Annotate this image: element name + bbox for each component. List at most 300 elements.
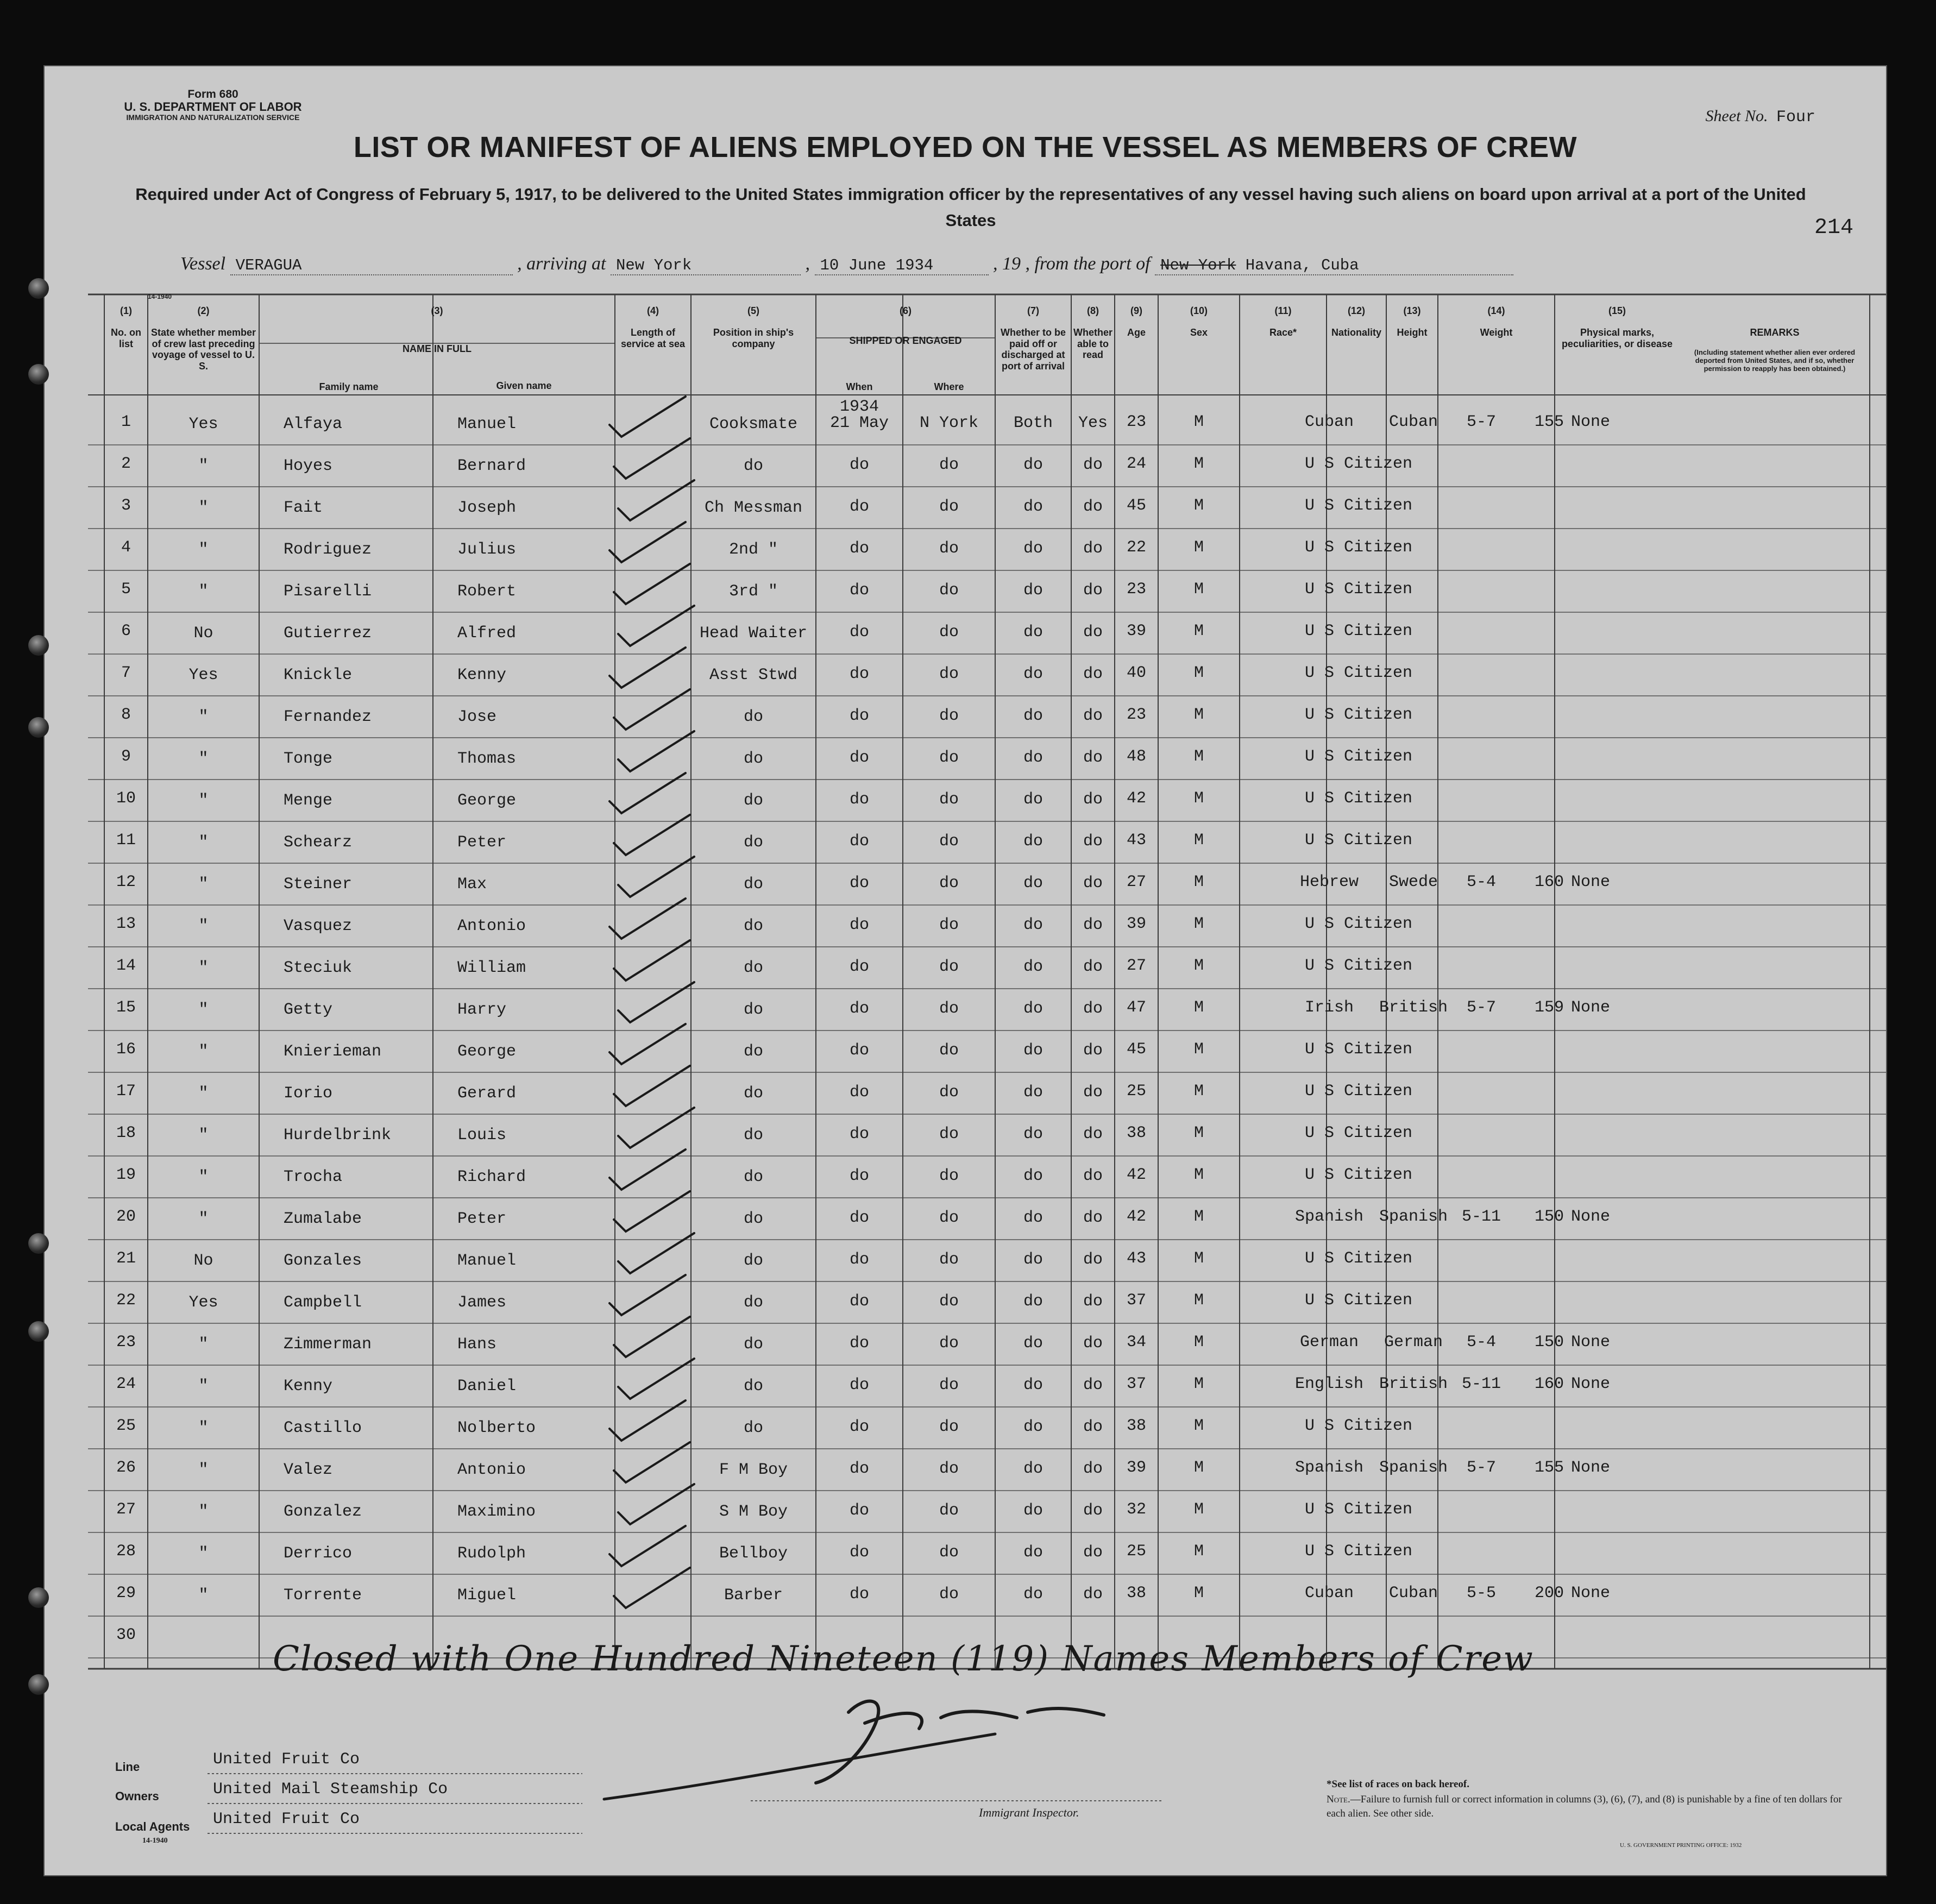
weight: 159 (1534, 998, 1564, 1017)
shipped-year: 1934 (839, 398, 879, 416)
shipped-where: do (939, 916, 959, 934)
given-name: Alfred (457, 624, 517, 643)
family-name: Tonge (284, 750, 333, 768)
position: do (743, 1084, 763, 1103)
previous-voyage: " (198, 457, 209, 475)
subheader-when: When (846, 381, 873, 392)
given-name: Richard (457, 1168, 526, 1186)
sex: M (1193, 1417, 1204, 1435)
position: S M Boy (719, 1503, 788, 1521)
paid-off: do (1023, 1209, 1043, 1227)
position: do (743, 1001, 763, 1019)
weight: 200 (1534, 1584, 1564, 1603)
age: 37 (1126, 1375, 1146, 1393)
position: do (743, 1419, 763, 1437)
given-name: William (457, 959, 526, 977)
age: 38 (1126, 1124, 1146, 1142)
position: do (743, 1252, 763, 1270)
previous-voyage: No (193, 624, 213, 643)
age: 40 (1126, 664, 1146, 682)
able-to-read: do (1083, 1501, 1103, 1520)
able-to-read: do (1083, 623, 1103, 642)
sex: M (1193, 706, 1204, 724)
age: 23 (1126, 413, 1146, 431)
position: Cooksmate (709, 415, 798, 433)
sex: M (1193, 413, 1204, 431)
height: 5-4 (1466, 873, 1496, 891)
previous-voyage: " (198, 1377, 209, 1396)
sex: M (1193, 831, 1204, 850)
race: U S Citizen (1305, 1417, 1413, 1435)
punch-hole (28, 1674, 49, 1695)
agents-value: United Fruit Co (213, 1810, 360, 1828)
shipped-when: do (849, 958, 869, 976)
family-name: Menge (284, 791, 333, 810)
family-name: Gutierrez (284, 624, 372, 643)
inspector-label: Immigrant Inspector. (979, 1806, 1079, 1819)
column-header-label: Age (1127, 327, 1146, 338)
column-header-label: State whether member of crew last preceding voyage of vessel to U. S. (150, 327, 256, 372)
line-value: United Fruit Co (213, 1750, 360, 1769)
age: 39 (1126, 622, 1146, 640)
given-name: Miguel (457, 1586, 517, 1605)
penalty-note-text: —Failure to furnish full or correct information in columns (3), (6), (7), and (8) is punishable by a fine of ten dollars for each alien. See other side. (1327, 1794, 1842, 1819)
paid-off: do (1023, 1334, 1043, 1353)
age: 23 (1126, 580, 1146, 599)
previous-voyage: " (198, 1168, 209, 1186)
sex: M (1193, 747, 1204, 766)
shipped-when: do (849, 874, 869, 893)
given-name: Max (457, 875, 487, 894)
able-to-read: do (1083, 1041, 1103, 1060)
position: do (743, 1126, 763, 1145)
able-to-read: do (1083, 832, 1103, 851)
penalty-note-label: Note. (1327, 1794, 1350, 1805)
age: 25 (1126, 1542, 1146, 1561)
family-name: Gonzalez (284, 1503, 362, 1521)
year-label: , 19 (993, 254, 1021, 274)
punch-hole (28, 1587, 49, 1608)
position: do (743, 1377, 763, 1396)
shipped-where: do (939, 1125, 959, 1143)
page-title: LIST OR MANIFEST OF ALIENS EMPLOYED ON THE VESSEL AS MEMBERS OF CREW (353, 131, 1577, 164)
given-name: Daniel (457, 1377, 517, 1396)
age: 42 (1126, 1208, 1146, 1226)
physical-marks: None (1571, 1333, 1611, 1352)
family-name: Hurdelbrink (284, 1126, 392, 1145)
race: Spanish (1294, 1459, 1364, 1477)
family-name: Fernandez (284, 708, 372, 726)
subheader-given-name: Given name (496, 380, 552, 391)
family-name: Rodriguez (284, 541, 372, 559)
physical-marks: None (1571, 1459, 1611, 1477)
column-number: (9) (1130, 305, 1142, 316)
previous-voyage: " (198, 959, 209, 977)
shipped-where: do (939, 623, 959, 642)
position: do (743, 1210, 763, 1228)
shipped-where: do (939, 1000, 959, 1018)
column-header-label: Race* (1269, 327, 1297, 338)
paid-off: do (1023, 1083, 1043, 1102)
sex: M (1193, 998, 1204, 1017)
able-to-read: do (1083, 707, 1103, 725)
height: 5-4 (1466, 1333, 1496, 1352)
family-name: Fait (284, 499, 323, 517)
family-name: Valez (284, 1461, 333, 1479)
shipped-where: do (939, 581, 959, 600)
family-name: Hoyes (284, 457, 333, 475)
column-number: (12) (1347, 305, 1365, 316)
punch-hole (28, 278, 49, 299)
shipped-where: do (939, 1460, 959, 1478)
shipped-where: do (939, 498, 959, 516)
column-header-label: Nationality (1331, 327, 1381, 338)
column-header-label: Length of service at sea (620, 327, 686, 349)
sex: M (1193, 1082, 1204, 1101)
weight: 155 (1534, 413, 1564, 431)
column-header-label: Sex (1190, 327, 1208, 338)
weight: 155 (1534, 1459, 1564, 1477)
given-name: Hans (457, 1335, 497, 1354)
struck-port: New York (1160, 256, 1236, 274)
able-to-read: do (1083, 456, 1103, 474)
shipped-when: do (849, 665, 869, 683)
position: do (743, 750, 763, 768)
column-header-label: Weight (1480, 327, 1513, 338)
row-number: 26 (116, 1459, 136, 1477)
shipped-when: do (849, 1585, 869, 1604)
form-number: Form 680 (187, 88, 238, 100)
row-number: 3 (121, 497, 131, 515)
age: 34 (1126, 1333, 1146, 1352)
shipped-when: do (849, 1083, 869, 1102)
given-name: Jose (457, 708, 497, 726)
race: U S Citizen (1305, 789, 1413, 808)
given-name: Peter (457, 1210, 507, 1228)
family-name: Castillo (284, 1419, 362, 1437)
given-name: Nolberto (457, 1419, 536, 1437)
given-name: Harry (457, 1001, 507, 1019)
row-number: 1 (121, 413, 131, 431)
shipped-when: do (849, 498, 869, 516)
paid-off: do (1023, 790, 1043, 809)
row-number: 27 (116, 1500, 136, 1519)
given-name: George (457, 791, 517, 810)
column-number: (8) (1087, 305, 1099, 316)
sex: M (1193, 1542, 1204, 1561)
previous-voyage: " (198, 791, 209, 810)
column-header-label: Physical marks, peculiarities, or disease (1561, 327, 1673, 349)
shipped-where: do (939, 1041, 959, 1060)
paid-off: do (1023, 456, 1043, 474)
nationality: British (1379, 1375, 1448, 1393)
sex: M (1193, 497, 1204, 515)
shipped-where: do (939, 456, 959, 474)
family-name: Kenny (284, 1377, 333, 1396)
shipped-where: do (939, 665, 959, 683)
family-name: Alfaya (284, 415, 343, 433)
given-name: Manuel (457, 415, 517, 433)
paid-off: do (1023, 1125, 1043, 1143)
shipped-when: do (849, 1501, 869, 1520)
paid-off: do (1023, 581, 1043, 600)
paid-off: do (1023, 665, 1043, 683)
column-header-label: NAME IN FULL (403, 343, 472, 354)
row-number: 11 (116, 831, 136, 850)
column-header-label: SHIPPED OR ENGAGED (849, 335, 962, 346)
able-to-read: do (1083, 958, 1103, 976)
row-number: 13 (116, 915, 136, 933)
family-name: Zimmerman (284, 1335, 372, 1354)
shipped-where: do (939, 874, 959, 893)
shipped-where: do (939, 958, 959, 976)
previous-voyage: Yes (188, 415, 218, 433)
paid-off: do (1023, 916, 1043, 934)
sex: M (1193, 1333, 1204, 1352)
row-number: 16 (116, 1040, 136, 1059)
column-number: (2) (197, 305, 210, 316)
age: 27 (1126, 873, 1146, 891)
column-number: (11) (1274, 305, 1292, 316)
sex: M (1193, 1040, 1204, 1059)
family-name: Knierieman (284, 1042, 382, 1061)
sex: M (1193, 1208, 1204, 1226)
row-number: 29 (116, 1584, 136, 1603)
able-to-read: do (1083, 916, 1103, 934)
age: 24 (1126, 455, 1146, 473)
shipped-when: do (849, 581, 869, 600)
position: 3rd " (728, 582, 778, 601)
able-to-read: do (1083, 1251, 1103, 1269)
family-name: Steiner (284, 875, 353, 894)
sex: M (1193, 622, 1204, 640)
punch-hole (28, 1233, 49, 1254)
shipped-when: do (849, 1167, 869, 1185)
nationality: Cuban (1388, 413, 1438, 431)
punch-hole (28, 717, 49, 738)
position: do (743, 1335, 763, 1354)
paid-off: Both (1013, 414, 1053, 432)
column-number: (1) (120, 305, 132, 316)
shipped-where: do (939, 832, 959, 851)
page-subtitle: Required under Act of Congress of February 5, 1917, to be delivered to the United States immigration officer by the representatives of any vessel having such aliens on board upon arrival at a port of the United States (135, 185, 1806, 230)
position: do (743, 1042, 763, 1061)
row-number: 28 (116, 1542, 136, 1561)
able-to-read: do (1083, 1167, 1103, 1185)
paid-off: do (1023, 1418, 1043, 1436)
sex: M (1193, 1500, 1204, 1519)
age: 27 (1126, 957, 1146, 975)
race: U S Citizen (1305, 455, 1413, 473)
position: Ch Messman (704, 499, 803, 517)
given-name: Bernard (457, 457, 526, 475)
shipped-when: do (849, 707, 869, 725)
family-name: Schearz (284, 833, 353, 852)
family-name: Trocha (284, 1168, 343, 1186)
shipped-when: do (849, 1041, 869, 1060)
previous-voyage: " (198, 1335, 209, 1354)
column-header-label: Height (1397, 327, 1428, 338)
given-name: Robert (457, 582, 517, 601)
paid-off: do (1023, 1167, 1043, 1185)
race: U S Citizen (1305, 1082, 1413, 1101)
column-header-label: Whether able to read (1073, 327, 1112, 361)
column-number: (3) (431, 305, 443, 316)
previous-voyage: " (198, 917, 209, 935)
remarks-note: (Including statement whether alien ever ordered deported from United States, and if so, whether permission to reapply has been obtained.) (1694, 348, 1856, 373)
shipped-when: do (849, 1334, 869, 1353)
age: 39 (1126, 915, 1146, 933)
inspector-signature (582, 1691, 1234, 1815)
subheader-family-name: Family name (319, 381, 379, 392)
given-name: Rudolph (457, 1544, 526, 1563)
previous-voyage: " (198, 1544, 209, 1563)
sex: M (1193, 957, 1204, 975)
shipped-where: N York (919, 414, 979, 432)
age: 25 (1126, 1082, 1146, 1101)
race: U S Citizen (1305, 497, 1413, 515)
family-name: Vasquez (284, 917, 353, 935)
sex: M (1193, 1584, 1204, 1603)
paid-off: do (1023, 707, 1043, 725)
paid-off: do (1023, 1292, 1043, 1311)
sex: M (1193, 580, 1204, 599)
punch-hole (28, 635, 49, 656)
age: 45 (1126, 497, 1146, 515)
column-header-label: No. on list (111, 327, 141, 349)
vessel-name: VERAGUA (230, 256, 513, 275)
punch-hole (28, 364, 49, 385)
race: German (1299, 1333, 1359, 1352)
previous-voyage: " (198, 1126, 209, 1145)
department-name: U. S. DEPARTMENT OF LABOR (124, 100, 302, 114)
tally-checkmark (603, 1564, 695, 1613)
previous-voyage: " (198, 582, 209, 601)
able-to-read: do (1083, 1292, 1103, 1311)
column-number: (6) (900, 305, 912, 316)
race: U S Citizen (1305, 622, 1413, 640)
able-to-read: do (1083, 1083, 1103, 1102)
from-port-label: , from the port of (1025, 254, 1151, 274)
previous-voyage: " (198, 1042, 209, 1061)
height: 5-5 (1466, 1584, 1496, 1603)
race: U S Citizen (1305, 664, 1413, 682)
able-to-read: do (1083, 581, 1103, 600)
position: do (743, 708, 763, 726)
previous-voyage: No (193, 1252, 213, 1270)
shipped-when: do (849, 623, 869, 642)
shipped-where: do (939, 1418, 959, 1436)
previous-voyage: " (198, 875, 209, 894)
position: do (743, 1293, 763, 1312)
weight: 160 (1534, 1375, 1564, 1393)
shipped-when: do (849, 1418, 869, 1436)
row-number: 12 (116, 873, 136, 891)
paid-off: do (1023, 1501, 1043, 1520)
race: U S Citizen (1305, 957, 1413, 975)
age: 48 (1126, 747, 1146, 766)
nationality: Cuban (1388, 1584, 1438, 1603)
row-number: 21 (116, 1249, 136, 1268)
row-number: 9 (121, 747, 131, 766)
column-number: (15) (1608, 305, 1626, 316)
row-number: 17 (116, 1082, 136, 1101)
given-name: Thomas (457, 750, 517, 768)
vessel-info-row: Vessel VERAGUA , arriving at New York , 10 June 1934 , 19 , from the port of New York Havana, Cuba (180, 254, 1513, 275)
previous-voyage: " (198, 1001, 209, 1019)
paid-off: do (1023, 1251, 1043, 1269)
nationality: Swede (1388, 873, 1438, 891)
shipped-where: do (939, 1585, 959, 1604)
able-to-read: Yes (1078, 414, 1108, 432)
column-number: (5) (747, 305, 759, 316)
subheader-where: Where (934, 381, 964, 392)
physical-marks: None (1571, 873, 1611, 891)
sex: M (1193, 789, 1204, 808)
position: do (743, 791, 763, 810)
given-name: Peter (457, 833, 507, 852)
race: U S Citizen (1305, 1291, 1413, 1310)
row-number: 30 (116, 1626, 136, 1644)
agents-label: Local Agents (115, 1820, 190, 1833)
race: U S Citizen (1305, 1166, 1413, 1184)
paid-off: do (1023, 1543, 1043, 1562)
paid-off: do (1023, 1000, 1043, 1018)
sex: M (1193, 915, 1204, 933)
nationality: Spanish (1379, 1459, 1448, 1477)
position: do (743, 875, 763, 894)
form-code: 14-1940 (148, 293, 172, 300)
family-name: Getty (284, 1001, 333, 1019)
shipped-when: 21 May (829, 414, 889, 432)
shipped-where: do (939, 1209, 959, 1227)
page-number-stamp: 214 (1814, 216, 1853, 240)
paid-off: do (1023, 498, 1043, 516)
age: 38 (1126, 1584, 1146, 1603)
column-header-label: REMARKS (1750, 327, 1800, 338)
given-name: James (457, 1293, 507, 1312)
race: U S Citizen (1305, 747, 1413, 766)
family-name: Campbell (284, 1293, 362, 1312)
shipped-where: do (939, 1083, 959, 1102)
shipped-when: do (849, 916, 869, 934)
age: 38 (1126, 1417, 1146, 1435)
previous-voyage: " (198, 1084, 209, 1103)
sex: M (1193, 1375, 1204, 1393)
shipped-when: do (849, 456, 869, 474)
race: Spanish (1294, 1208, 1364, 1226)
paid-off: do (1023, 539, 1043, 558)
able-to-read: do (1083, 749, 1103, 767)
agents-form-code: 14-1940 (142, 1837, 168, 1845)
able-to-read: do (1083, 1585, 1103, 1604)
owners-label: Owners (115, 1789, 159, 1803)
column-number: (4) (647, 305, 659, 316)
position: do (743, 457, 763, 475)
previous-voyage: Yes (188, 1293, 218, 1312)
shipped-when: do (849, 1125, 869, 1143)
sex: M (1193, 1124, 1204, 1142)
shipped-when: do (849, 749, 869, 767)
closing-note: Closed with One Hundred Nineteen (119) Names Members of Crew (273, 1639, 1534, 1679)
shipped-when: do (849, 790, 869, 809)
shipped-where: do (939, 1501, 959, 1520)
given-name: Antonio (457, 917, 526, 935)
previous-voyage: " (198, 499, 209, 517)
footer-lines (208, 1769, 588, 1834)
sex: M (1193, 664, 1204, 682)
family-name: Knickle (284, 666, 353, 684)
